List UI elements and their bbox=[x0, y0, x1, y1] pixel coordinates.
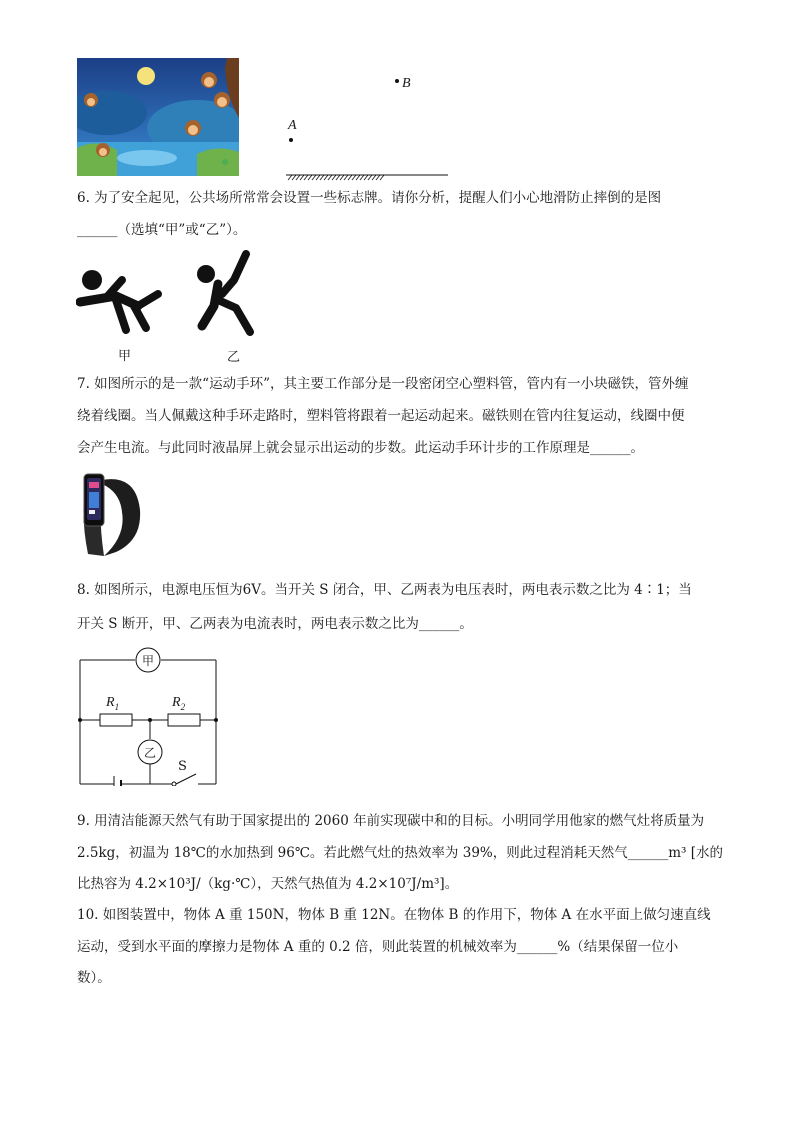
q7-line2: 绕着线圈。当人佩戴这种手环走路时，塑料管将跟着一起运动起来。磁铁则在管内往复运动，线圈中便 bbox=[77, 408, 685, 424]
point-b-label: B bbox=[402, 76, 411, 91]
figure-label-jia: 甲 bbox=[118, 349, 132, 364]
meter-jia-label: 甲 bbox=[142, 654, 155, 668]
switch-s-label: S bbox=[178, 759, 187, 774]
q7-line3: 会产生电流。与此同时液晶屏上就会显示出运动的步数。此运动手环计步的工作原理是______。 bbox=[77, 440, 644, 456]
q10-line2: 运动，受到水平面的摩擦力是物体 A 重的 0.2 倍，则此装置的机械效率为______%（结果保留一位小 bbox=[77, 939, 679, 955]
monkey-moon-illustration bbox=[77, 58, 239, 176]
q6-line1: 6. 为了安全起见，公共场所常常会设置一些标志牌。请你分析，提醒人们小心地滑防止摔倒的是图 bbox=[77, 190, 662, 206]
resistor-r1-label: $R_1$ bbox=[106, 695, 120, 712]
meter-yi-label: 乙 bbox=[144, 746, 157, 760]
q8-line1: 8. 如图所示，电源电压恒为6V。当开关 S 闭合，甲、乙两表为电压表时，两电表示数之比为 4∶1；当 bbox=[77, 582, 692, 598]
resistor-r2-label: $R_2$ bbox=[172, 695, 186, 712]
point-a-label: A bbox=[288, 118, 297, 133]
figure-label-yi: 乙 bbox=[227, 350, 241, 365]
q9-line3: 比热容为 4.2×10³J/（kg·℃），天然气热值为 4.2×10⁷J/m³]。 bbox=[77, 876, 459, 892]
q10-line1: 10. 如图装置中，物体 A 重 150N，物体 B 重 12N。在物体 B 的作用下，物体 A 在水平面上做匀速直线 bbox=[77, 907, 711, 923]
q9-line2: 2.5kg，初温为 18℃的水加热到 96℃。若此燃气灶的热效率为 39%，则此过程消耗天然气______m³ [水的 bbox=[77, 845, 724, 861]
q9-line1: 9. 用清洁能源天然气有助于国家提出的 2060 年前实现碳中和的目标。小明同学用他家的燃气灶将质量为 bbox=[77, 813, 705, 829]
slipping-person-icon-yi bbox=[188, 250, 264, 340]
q10-line3: 数）。 bbox=[77, 970, 111, 986]
point-diagram bbox=[282, 72, 452, 182]
q6-line2: ______（选填“甲”或“乙”）。 bbox=[77, 222, 247, 238]
q7-line1: 7. 如图所示的是一款“运动手环”，其主要工作部分是一段密闭空心塑料管，管内有一小块磁铁，管外缠 bbox=[77, 376, 689, 392]
fitness-band-image bbox=[76, 470, 148, 560]
q8-line2: 开关 S 断开，甲、乙两表为电流表时，两电表示数之比为______。 bbox=[77, 616, 473, 632]
falling-person-icon-jia bbox=[76, 266, 166, 338]
